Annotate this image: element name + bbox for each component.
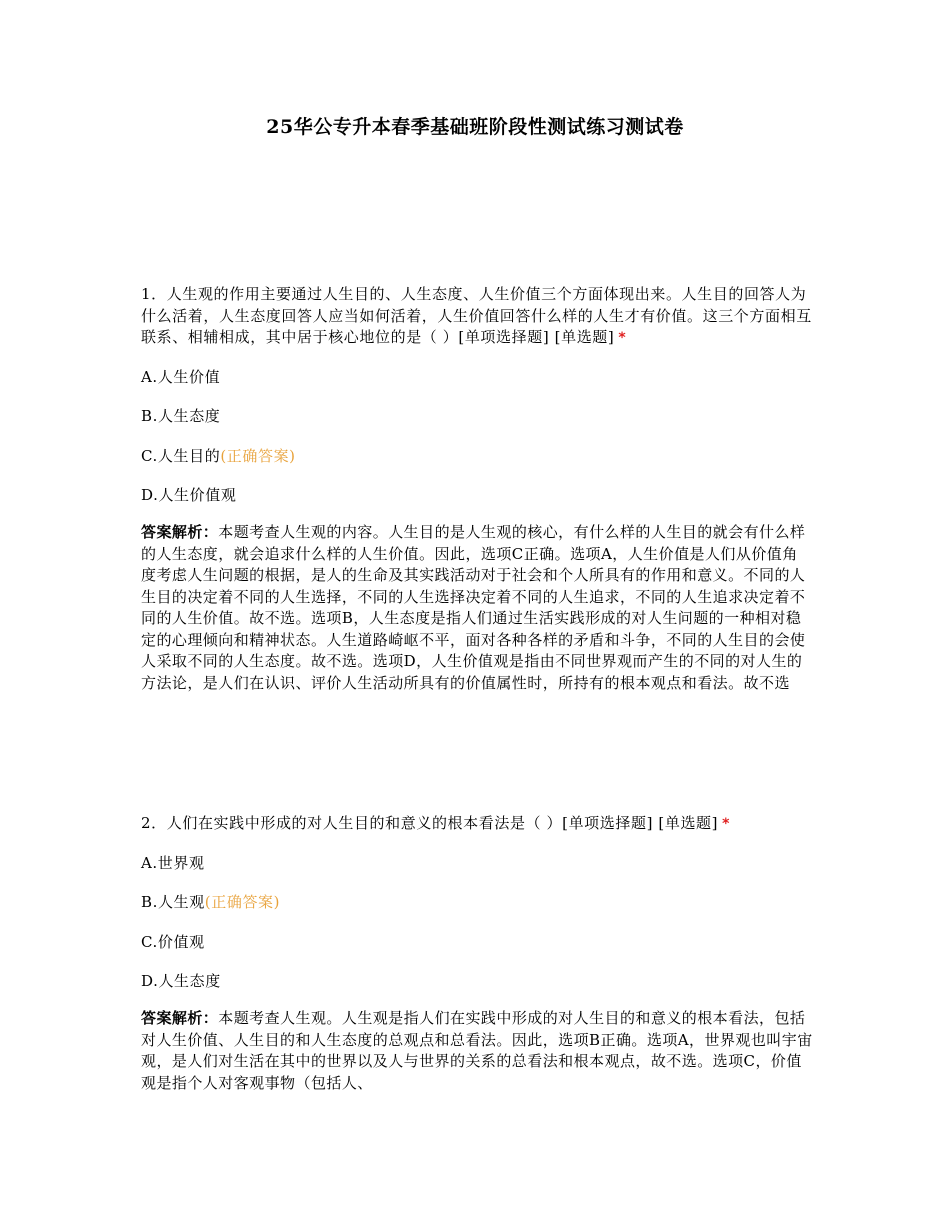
page-title: 25华公专升本春季基础班阶段性测试练习测试卷 (266, 116, 684, 138)
question-stem-text: 1．人生观的作用主要通过人生目的、人生态度、人生价值三个方面体现出来。人生目的回答人为什么活着，人生态度回答人应当如何活着，人生价值回答什么样的人生才有价值。这三个方面相互联系、相辅相成，其中居于核心地位的是（ ）[单项选择题] [单选题] (141, 285, 812, 346)
answer-analysis (141, 1008, 813, 1094)
correct-answer-tag: (正确答案) (220, 446, 296, 465)
option-d (141, 485, 813, 506)
question-1 (141, 284, 813, 694)
option-label: C.人生目的 (141, 446, 221, 465)
analysis-text: 本题考查人生观。人生观是指人们在实践中形成的对人生目的和意义的根本看法，包括对人生价值、人生目的和人生态度的总观点和总看法。因此，选项B正确。选项A，世界观也叫宇宙观，是人们对生活在其中的世界以及人与世界的关系的总看法和根本观点，故不选。选项C，价值观是指个人对客观事物（包括人、 (141, 1009, 813, 1092)
question-stem-text: 2．人们在实践中形成的对人生目的和意义的根本看法是（ ）[单项选择题] [单选题] (141, 814, 719, 832)
option-label: B.人生态度 (141, 407, 221, 425)
option-label: D.人生价值观 (141, 486, 237, 504)
question-stem (141, 813, 813, 836)
option-label: D.人生态度 (141, 972, 221, 990)
option-label: A.人生价值 (141, 367, 221, 386)
required-mark: * (722, 816, 731, 832)
analysis-label: 答案解析： (141, 523, 219, 541)
option-a (141, 367, 813, 388)
option-a (141, 853, 813, 874)
analysis-text: 本题考查人生观的内容。人生目的是人生观的核心，有什么样的人生目的就会有什么样的人生态度，就会追求什么样的人生价值。因此，选项C正确。选项A，人生价值是人们从价值角度考虑人生问题的根据，是人的生命及其实践活动对于社会和个人所具有的作用和意义。不同的人生目的决定着不同的人生选择，不同的人生选择决定着不同的人生追求，不同的人生追求决定着不同的人生价值。故不选。选项B，人生态度是指人们通过生活实践形成的对人生问题的一种相对稳定的心理倾向和精神状态。人生道路崎岖不平，面对各种各样的矛盾和斗争，不同的人生目的会使人采取不同的人生态度。故不选。选项D，人生价值观是指由不同世界观而产生的不同的对人生的方法论，是人们在认识、评价人生活动所具有的价值属性时，所持有的根本观点和看法。故不选 (141, 523, 806, 692)
option-c (141, 932, 813, 953)
answer-analysis (141, 522, 813, 694)
question-stem (141, 284, 813, 350)
option-b (141, 406, 813, 427)
option-label: B.人生观 (141, 893, 205, 911)
analysis-label: 答案解析： (141, 1009, 219, 1027)
option-d (141, 971, 813, 992)
option-b (141, 892, 813, 913)
option-label: A.世界观 (141, 853, 205, 872)
correct-answer-tag: (正确答案) (204, 893, 281, 911)
option-label: C.价值观 (141, 932, 205, 951)
option-c (141, 446, 813, 467)
question-2 (141, 813, 813, 1094)
required-mark: * (618, 330, 627, 346)
